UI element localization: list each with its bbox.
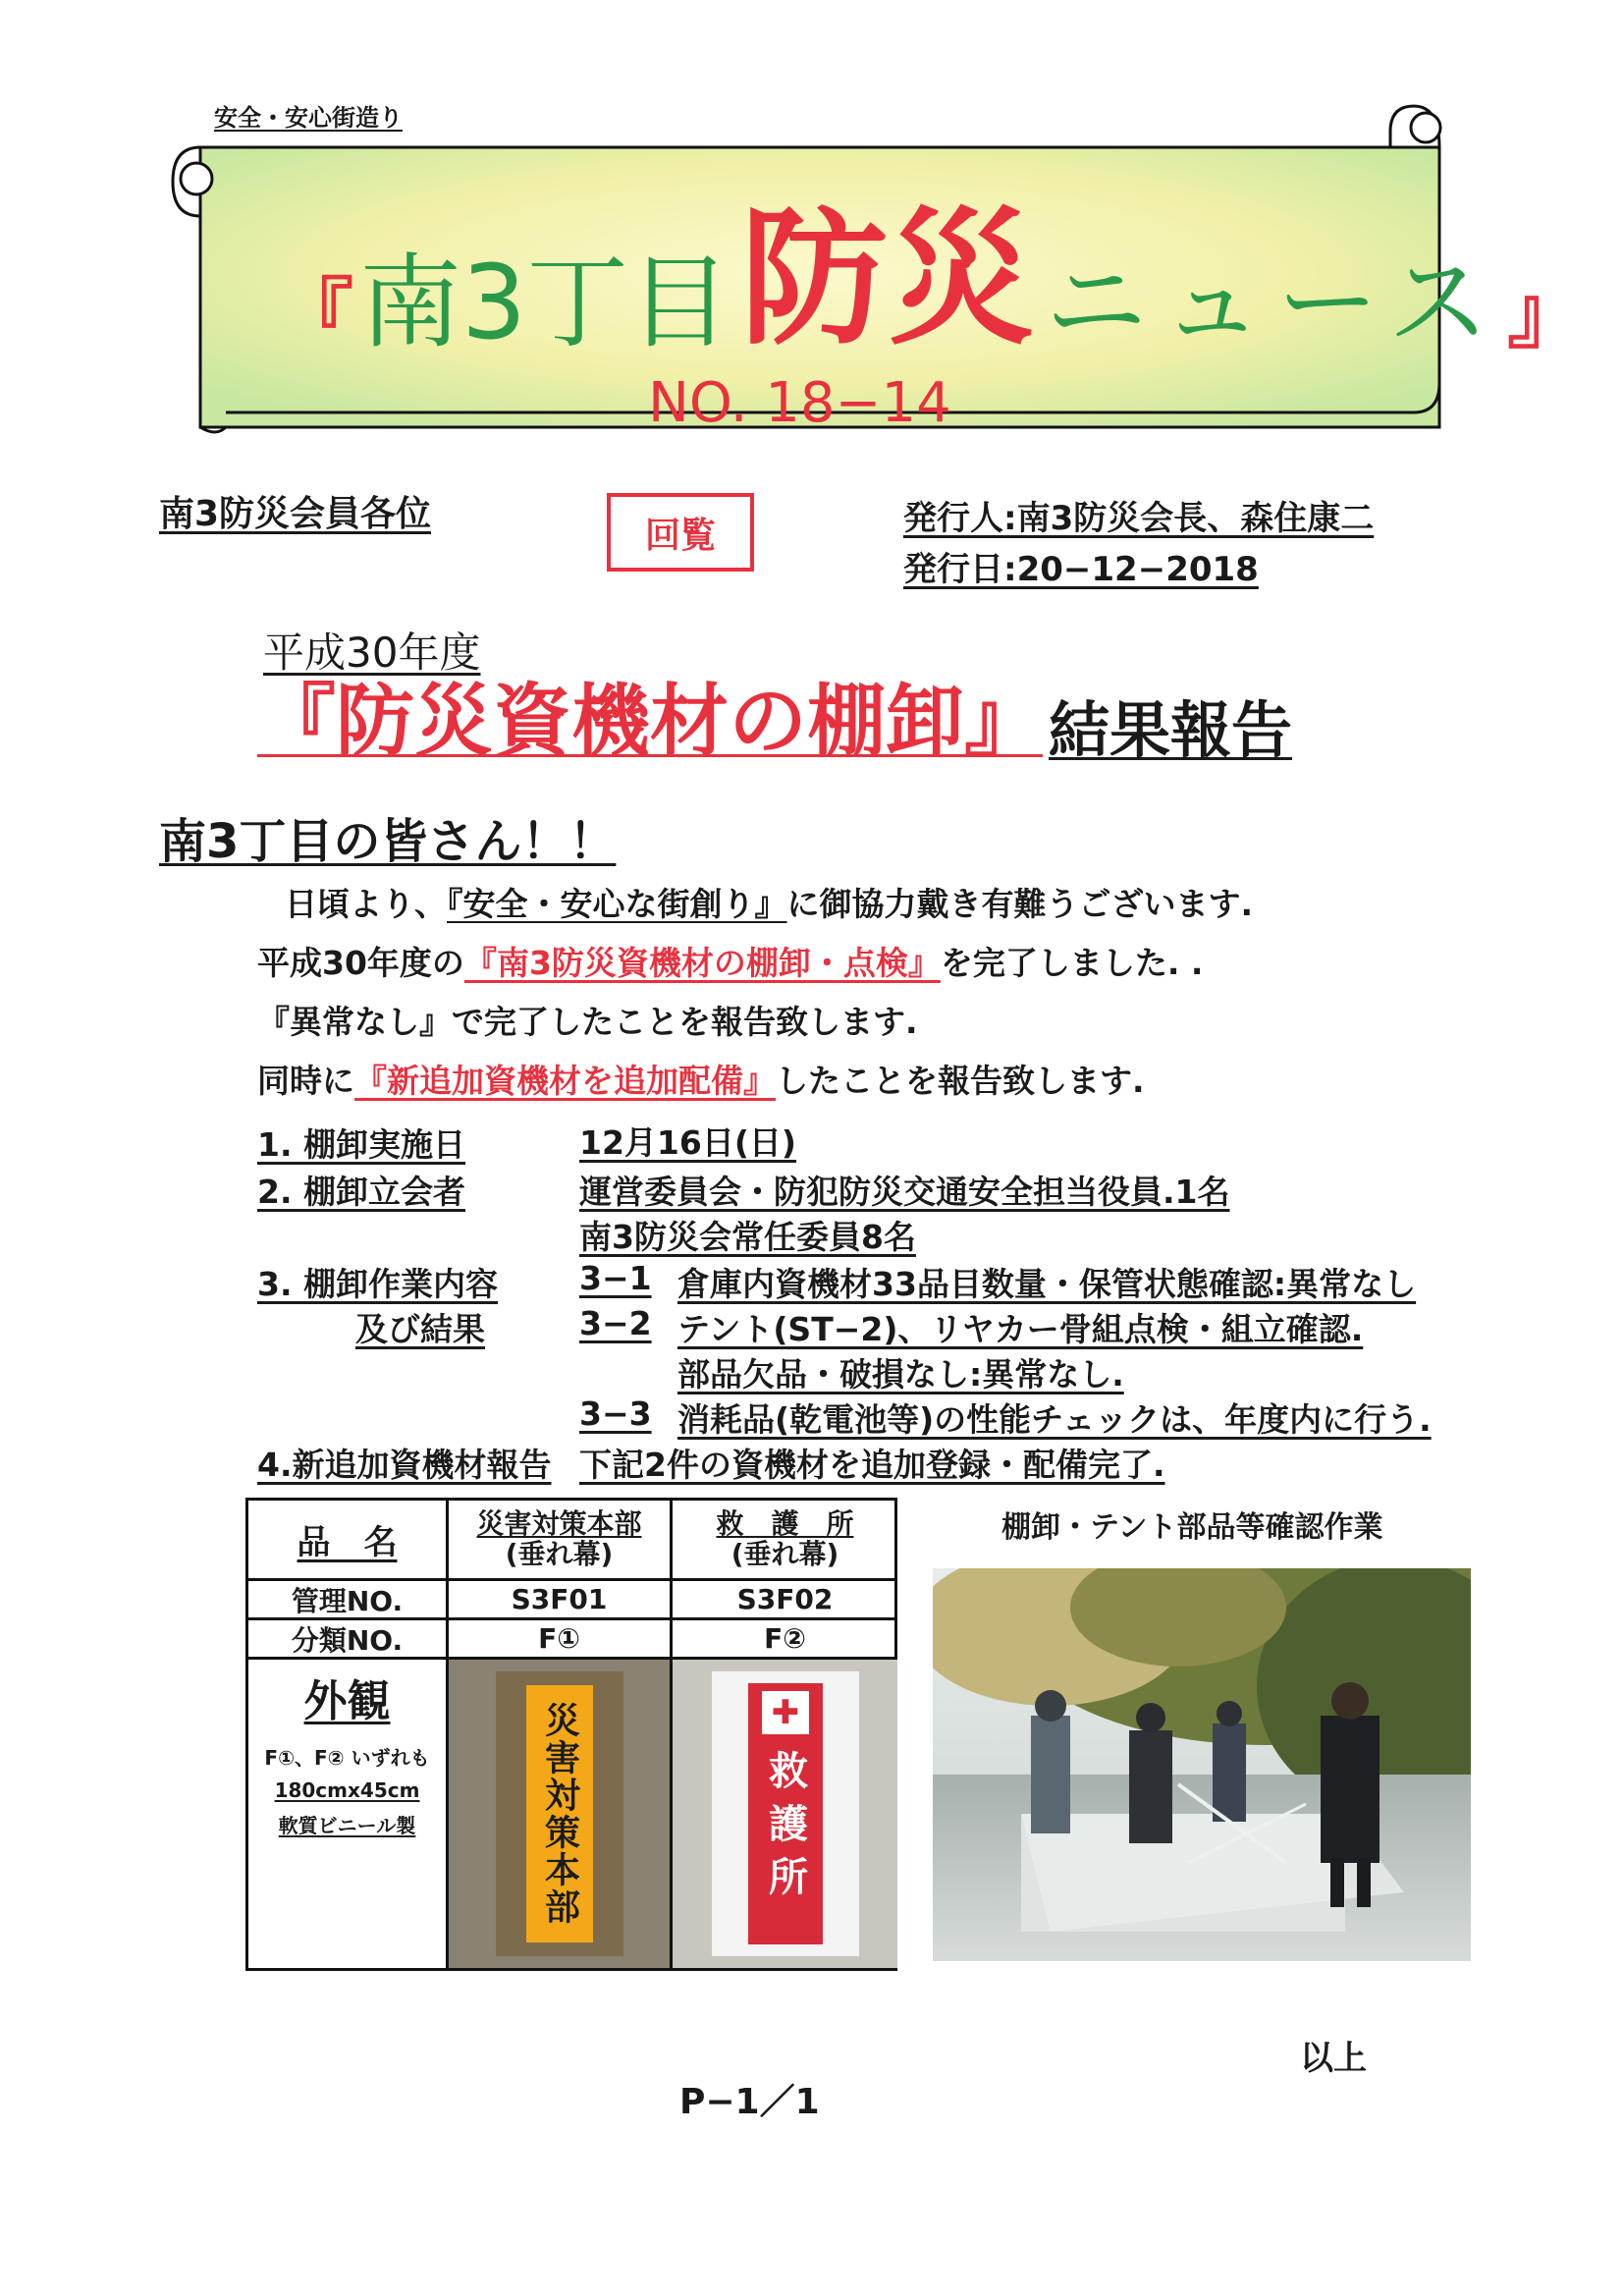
col1-sign-panel bbox=[526, 1685, 593, 1942]
headline-year: 平成30年度 bbox=[263, 629, 481, 677]
circulation-stamp: 回覧 bbox=[607, 493, 754, 572]
item3-2-text-2: 部品欠品・破損なし:異常なし. bbox=[677, 1355, 1124, 1394]
recipients: 南3防災会員各位 bbox=[159, 494, 432, 534]
row-label-name bbox=[248, 1501, 449, 1581]
body-line-2 bbox=[257, 938, 1203, 984]
col1-name-2: (垂れ幕) bbox=[505, 1537, 614, 1570]
line2-pre: 平成30年度の bbox=[257, 944, 464, 982]
photo-caption: 棚卸・テント部品等確認作業 bbox=[1001, 1510, 1383, 1545]
body-line-3: 『異常なし』で完了したことを報告致します. bbox=[257, 1003, 918, 1041]
page-number: P−1／1 bbox=[679, 2082, 820, 2122]
item2-value-1: 運営委員会・防犯防災交通安全担当役員.1名 bbox=[579, 1173, 1230, 1211]
item3-2-number: 3−2 bbox=[579, 1304, 652, 1342]
item3-1-text: 倉庫内資機材33品目数量・保管状態確認:異常なし bbox=[677, 1265, 1417, 1303]
headline bbox=[257, 676, 1293, 767]
item3-1-number: 3−1 bbox=[579, 1259, 652, 1297]
body-line-1 bbox=[285, 879, 1253, 925]
col2-name bbox=[673, 1501, 897, 1581]
item3-label-1: 3. 棚卸作業内容 bbox=[257, 1265, 498, 1303]
headline-title-black: 結果報告 bbox=[1049, 694, 1293, 766]
item3-label-2: 及び結果 bbox=[355, 1310, 485, 1348]
hand-cross-icon: ✚ bbox=[762, 1691, 809, 1734]
series-tag: 安全・安心街造り bbox=[214, 104, 403, 132]
title-bracket-close: 』 bbox=[1507, 271, 1585, 359]
greeting: 南3丁目の皆さん！！ bbox=[159, 814, 617, 869]
line2-highlight: 『南3防災資機材の棚卸・点検』 bbox=[463, 944, 941, 982]
line1-post: に御協力戴き有難うございます. bbox=[786, 885, 1254, 923]
item1-label: 1. 棚卸実施日 bbox=[257, 1125, 465, 1164]
line4-highlight: 『新追加資機材を追加配備』 bbox=[354, 1062, 776, 1100]
row-label-mgmt: 管理NO. bbox=[248, 1581, 449, 1620]
col2-look bbox=[673, 1660, 897, 1968]
title-part3: ニュース bbox=[1045, 243, 1504, 362]
col1-name bbox=[449, 1501, 673, 1581]
col2-class: F② bbox=[673, 1620, 897, 1660]
col1-sign-text: 災害対策本部 bbox=[539, 1702, 580, 1926]
title-part2: 防災 bbox=[740, 194, 1036, 365]
title-part1: 南3丁目 bbox=[359, 243, 731, 362]
item1-value: 12月16日(日) bbox=[579, 1123, 797, 1162]
item2-label: 2. 棚卸立会者 bbox=[257, 1173, 465, 1211]
issue-date: 発行日:20−12−2018 bbox=[903, 550, 1259, 589]
col2-sign bbox=[712, 1671, 859, 1956]
title-bracket-open: 『 bbox=[277, 271, 354, 359]
item4-value: 下記2件の資機材を追加登録・配備完了. bbox=[579, 1446, 1165, 1484]
row-label-look bbox=[248, 1660, 449, 1968]
look-note-3: 軟質ビニール製 bbox=[278, 1814, 416, 1837]
col2-name-2: (垂れ幕) bbox=[730, 1537, 839, 1570]
col2-sign-text: 救護所 bbox=[762, 1750, 808, 1909]
inventory-photo bbox=[933, 1568, 1471, 1961]
col1-look bbox=[449, 1660, 673, 1968]
row-label-class: 分類NO. bbox=[248, 1620, 449, 1660]
look-label: 外観 bbox=[303, 1676, 391, 1726]
item3-2-text-1: テント(ST−2)、リヤカー骨組点検・組立確認. bbox=[677, 1310, 1364, 1348]
equipment-table bbox=[245, 1498, 897, 1971]
headline-title-red: 『防災資機材の棚卸』 bbox=[257, 676, 1043, 767]
body-line-4 bbox=[257, 1056, 1145, 1102]
item3-3-text: 消耗品(乾電池等)の性能チェックは、年度内に行う. bbox=[677, 1400, 1432, 1439]
item4-label: 4.新追加資機材報告 bbox=[257, 1446, 552, 1484]
line1-pre: 日頃より、 bbox=[285, 885, 447, 923]
row-label-name-text: 品 名 bbox=[297, 1523, 398, 1562]
item3-3-number: 3−3 bbox=[579, 1394, 652, 1433]
line1-highlight: 『安全・安心な街創り』 bbox=[447, 885, 787, 923]
col2-sign-panel bbox=[748, 1683, 823, 1944]
publisher: 発行人:南3防災会長、森住康二 bbox=[903, 499, 1375, 538]
issue-number: NO. 18−14 bbox=[648, 371, 951, 435]
line2-post: を完了しました. . bbox=[940, 944, 1204, 982]
col1-name-1: 災害対策本部 bbox=[476, 1506, 642, 1540]
end-mark: 以上 bbox=[1300, 2039, 1367, 2078]
col1-mgmt: S3F01 bbox=[449, 1581, 673, 1620]
col2-name-1: 救 護 所 bbox=[716, 1506, 854, 1540]
col1-sign bbox=[496, 1671, 623, 1956]
col1-class: F① bbox=[449, 1620, 673, 1660]
line4-pre: 同時に bbox=[257, 1062, 354, 1100]
photo-scene bbox=[933, 1568, 1471, 1961]
look-note-2: 180cmx45cm bbox=[274, 1778, 420, 1802]
col2-mgmt: S3F02 bbox=[673, 1581, 897, 1620]
banner-title bbox=[277, 194, 1585, 365]
item2-value-2: 南3防災会常任委員8名 bbox=[579, 1218, 916, 1256]
look-note-1: F①、F② いずれも bbox=[264, 1746, 430, 1770]
line4-post: したことを報告致します. bbox=[776, 1062, 1145, 1100]
